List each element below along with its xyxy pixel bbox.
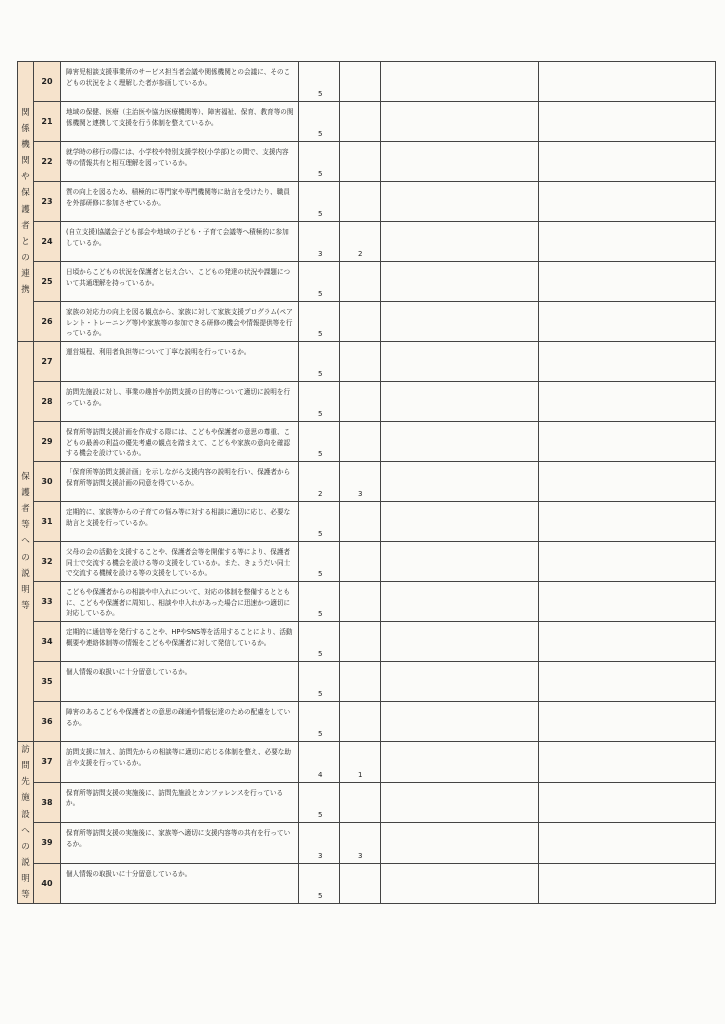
blank-cell (539, 422, 716, 462)
count-cell-1: 5 (299, 302, 340, 342)
item-number: 40 (34, 863, 61, 904)
blank-cell (381, 182, 539, 222)
count-cell-1: 5 (299, 422, 340, 462)
item-number: 25 (34, 262, 61, 302)
count-cell-1: 5 (299, 622, 340, 662)
blank-cell (381, 422, 539, 462)
count-cell-1: 5 (299, 662, 340, 702)
blank-cell (539, 102, 716, 142)
blank-cell (539, 622, 716, 662)
count-cell-2 (340, 502, 381, 542)
category-cell (18, 62, 34, 342)
count-cell-2 (340, 142, 381, 182)
blank-cell (381, 823, 539, 864)
blank-cell (381, 542, 539, 582)
blank-cell (539, 782, 716, 823)
table-row (18, 422, 716, 462)
item-number: 30 (34, 462, 61, 502)
blank-cell (381, 863, 539, 904)
count-cell-2 (340, 262, 381, 302)
category-cell (18, 742, 34, 904)
count-cell-2 (340, 782, 381, 823)
item-number: 32 (34, 542, 61, 582)
item-number: 28 (34, 382, 61, 422)
blank-cell (539, 62, 716, 102)
count-cell-1: 5 (299, 502, 340, 542)
count-cell-2 (340, 102, 381, 142)
count-cell-1: 5 (299, 582, 340, 622)
item-number: 33 (34, 582, 61, 622)
count-cell-2 (340, 622, 381, 662)
count-cell-2 (340, 62, 381, 102)
table-row (18, 782, 716, 823)
blank-cell (539, 142, 716, 182)
blank-cell (381, 742, 539, 783)
count-cell-1: 5 (299, 542, 340, 582)
count-cell-2: 1 (340, 742, 381, 783)
category-label: 訪 問 先 施 設 へ の 説 明 等 (21, 745, 30, 901)
count-cell-1: 2 (299, 462, 340, 502)
blank-cell (539, 342, 716, 382)
count-cell-1: 5 (299, 142, 340, 182)
item-text: 個人情報の取扱いに十分留意しているか。 (61, 863, 299, 904)
table-row (18, 622, 716, 662)
count-cell-2 (340, 662, 381, 702)
table-row (18, 863, 716, 904)
blank-cell (381, 222, 539, 262)
item-text: 運営規程、利用者負担等について丁寧な説明を行っているか。 (61, 342, 299, 382)
item-text: 地域の保健、医療（主治医や協力医療機関等）、障害福祉、保育、教育等の関係機関と連携して支援を行う体制を整えているか。 (61, 102, 299, 142)
count-cell-2: 3 (340, 462, 381, 502)
count-cell-1: 5 (299, 342, 340, 382)
blank-cell (539, 462, 716, 502)
count-cell-2 (340, 382, 381, 422)
count-cell-1: 5 (299, 782, 340, 823)
item-text: 家族の対応力の向上を図る観点から、家族に対して家族支援プログラム(ペアレント・トレーニング等)や家族等の参加できる研修の機会や情報提供等を行っているか。 (61, 302, 299, 342)
blank-cell (381, 342, 539, 382)
table-row (18, 222, 716, 262)
table-row (18, 823, 716, 864)
item-number: 37 (34, 742, 61, 783)
table-row (18, 662, 716, 702)
item-text: 定期的に通信等を発行することや、HPやSNS等を活用することにより、活動概要や連絡体制等の情報をこどもや保護者に対して発信しているか。 (61, 622, 299, 662)
blank-cell (381, 622, 539, 662)
item-text: 障害児相談支援事業所のサービス担当者会議や関係機関との会議に、そのこどもの状況をよく理解した者が参画しているか。 (61, 62, 299, 102)
count-cell-2 (340, 422, 381, 462)
item-text: 訪問先施設に対し、事業の趣旨や訪問支援の目的等について適切に説明を行っているか。 (61, 382, 299, 422)
blank-cell (381, 62, 539, 102)
item-number: 35 (34, 662, 61, 702)
item-number: 34 (34, 622, 61, 662)
item-number: 31 (34, 502, 61, 542)
blank-cell (539, 222, 716, 262)
item-number: 38 (34, 782, 61, 823)
item-text: 定期的に、家族等からの子育ての悩み等に対する相談に適切に応じ、必要な助言と支援を行っているか。 (61, 502, 299, 542)
blank-cell (381, 102, 539, 142)
count-cell-1: 5 (299, 102, 340, 142)
blank-cell (381, 462, 539, 502)
count-cell-1: 4 (299, 742, 340, 783)
blank-cell (539, 742, 716, 783)
item-text: 質の向上を図るため、積極的に専門家や専門機関等に助言を受けたり、職員を外部研修に参加させているか。 (61, 182, 299, 222)
blank-cell (539, 582, 716, 622)
blank-cell (539, 262, 716, 302)
count-cell-2 (340, 582, 381, 622)
item-number: 27 (34, 342, 61, 382)
table-row (18, 742, 716, 783)
evaluation-table (17, 61, 716, 904)
count-cell-1: 3 (299, 222, 340, 262)
count-cell-2 (340, 863, 381, 904)
item-number: 29 (34, 422, 61, 462)
item-text: 保育所等訪問支援の実施後に、家族等へ適切に支援内容等の共有を行っているか。 (61, 823, 299, 864)
item-number: 36 (34, 702, 61, 742)
blank-cell (381, 142, 539, 182)
count-cell-2 (340, 182, 381, 222)
item-number: 20 (34, 62, 61, 102)
item-number: 21 (34, 102, 61, 142)
table-row (18, 182, 716, 222)
count-cell-2: 3 (340, 823, 381, 864)
blank-cell (539, 823, 716, 864)
count-cell-1: 5 (299, 262, 340, 302)
blank-cell (381, 582, 539, 622)
item-number: 26 (34, 302, 61, 342)
item-number: 39 (34, 823, 61, 864)
item-text: 日頃からこどもの状況を保護者と伝え合い、こどもの発達の状況や課題について共通理解を持っているか。 (61, 262, 299, 302)
table-row (18, 382, 716, 422)
item-number: 22 (34, 142, 61, 182)
category-label: 関 係 機 関 や 保 護 者 と の 連 携 (21, 107, 30, 296)
count-cell-1: 3 (299, 823, 340, 864)
blank-cell (381, 782, 539, 823)
blank-cell (539, 382, 716, 422)
table-row (18, 342, 716, 382)
item-text: 父母の会の活動を支援することや、保護者会等を開催する等により、保護者同士で交流する機会を設ける等の支援をしているか。また、きょうだい同士で交流する機械を設ける等の支援をしているか。 (61, 542, 299, 582)
count-cell-2 (340, 302, 381, 342)
count-cell-1: 5 (299, 62, 340, 102)
item-text: 「保育所等訪問支援計画」を示しながら支援内容の説明を行い、保護者から保育所等訪問支援計画の同意を得ているか。 (61, 462, 299, 502)
item-text: こどもや保護者からの相談や申入れについて、対応の体制を整備するとともに、こどもや保護者に周知し、相談や申入れがあった場合に迅速かつ適切に対応しているか。 (61, 582, 299, 622)
count-cell-1: 5 (299, 382, 340, 422)
blank-cell (381, 382, 539, 422)
item-text: (自立支援)協議会子ども部会や地域の子ども・子育て会議等へ積極的に参加しているか。 (61, 222, 299, 262)
count-cell-2: 2 (340, 222, 381, 262)
item-text: 保育所等訪問支援計画を作成する際には、こどもや保護者の意思の尊重、こどもの最善の利益の優先考慮の観点を踏まえて、こどもや家族の意向を確認する機会を設けているか。 (61, 422, 299, 462)
item-text: 訪問支援に加え、訪問先からの相談等に適切に応じる体制を整え、必要な助言や支援を行っているか。 (61, 742, 299, 783)
blank-cell (381, 702, 539, 742)
count-cell-1: 5 (299, 182, 340, 222)
category-cell (18, 342, 34, 742)
table-row (18, 462, 716, 502)
table-row (18, 702, 716, 742)
category-label: 保 護 者 等 へ の 説 明 等 (21, 471, 30, 611)
item-number: 23 (34, 182, 61, 222)
table-row (18, 62, 716, 102)
table-row (18, 302, 716, 342)
blank-cell (539, 702, 716, 742)
blank-cell (539, 302, 716, 342)
blank-cell (381, 262, 539, 302)
blank-cell (381, 502, 539, 542)
item-text: 保育所等訪問支援の実施後に、訪問先施設とカンファレンスを行っているか。 (61, 782, 299, 823)
table-row (18, 542, 716, 582)
table-row (18, 142, 716, 182)
count-cell-2 (340, 542, 381, 582)
blank-cell (539, 863, 716, 904)
table-row (18, 582, 716, 622)
item-text: 就学時の移行の際には、小学校や特別支援学校(小学部)との間で、支援内容等の情報共有と相互理解を図っているか。 (61, 142, 299, 182)
item-text: 障害のあるこどもや保護者との意思の疎通や情報伝達のための配慮をしているか。 (61, 702, 299, 742)
blank-cell (539, 182, 716, 222)
table-row (18, 102, 716, 142)
blank-cell (539, 502, 716, 542)
blank-cell (539, 662, 716, 702)
count-cell-1: 5 (299, 863, 340, 904)
count-cell-2 (340, 342, 381, 382)
blank-cell (381, 302, 539, 342)
blank-cell (381, 662, 539, 702)
item-number: 24 (34, 222, 61, 262)
table-row (18, 262, 716, 302)
item-text: 個人情報の取扱いに十分留意しているか。 (61, 662, 299, 702)
count-cell-1: 5 (299, 702, 340, 742)
table-row (18, 502, 716, 542)
blank-cell (539, 542, 716, 582)
count-cell-2 (340, 702, 381, 742)
